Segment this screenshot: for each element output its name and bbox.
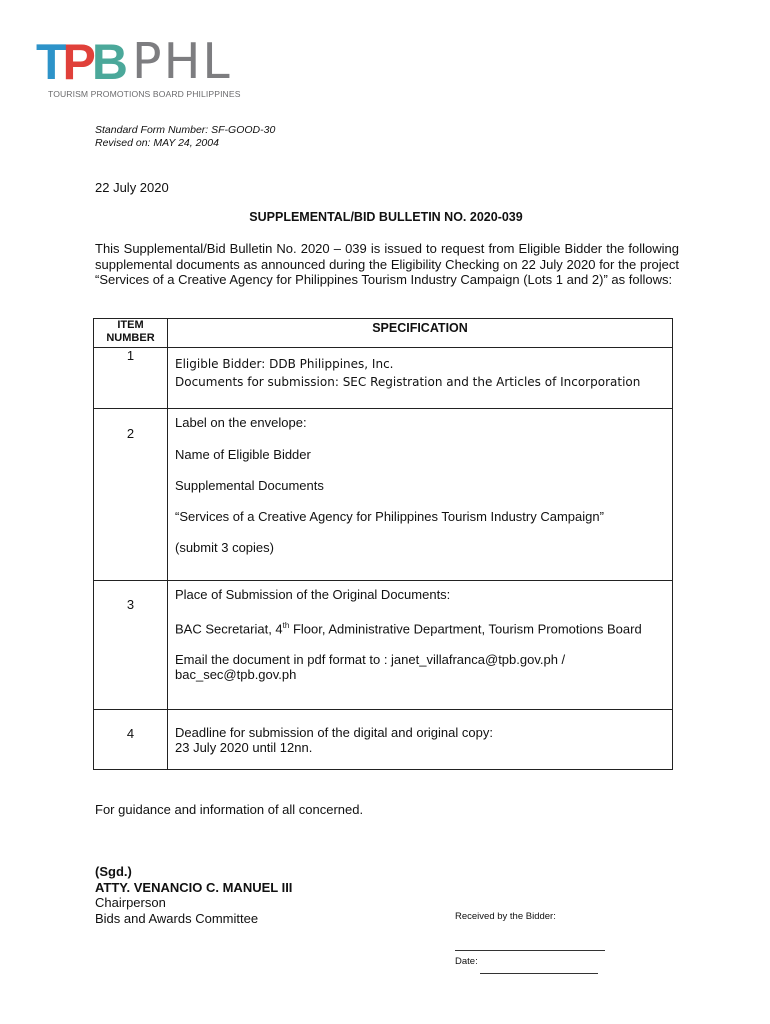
tpb-logo [36,33,266,108]
item-number: 3 [94,581,168,710]
spec-line: 23 July 2020 until 12nn. [175,740,313,755]
spec-line: Email the document in pdf format to : janet_villafranca@tpb.gov.ph / bac_sec@tpb.gov.ph [175,652,566,683]
received-signature-line [455,928,605,951]
specification-table [93,318,673,770]
logo-letters [36,33,232,90]
header-item-number [94,319,168,348]
received-date-row [455,951,605,974]
logo-letter-p: P [62,34,92,90]
item-number: 2 [94,409,168,581]
table-row [94,348,673,409]
spec-line: Supplemental Documents [175,478,324,493]
spec-text: BAC Secretariat, 4 [175,621,283,637]
header-number-label: NUMBER [106,332,155,344]
date-label: Date: [455,956,478,967]
specification-cell [168,348,673,409]
standard-form-number: Standard Form Number: SF-GOOD-30 [95,124,276,136]
table-row [94,409,673,581]
intro-paragraph: This Supplemental/Bid Bulletin No. 2020 – 039 is issued to request from Eligible Bidder the following supplemental documents as announced during the Eligibility Checking on 22 July 2020 for the project “Services of a Creative Agency for Philippines Tourism Industry Campaign (Lots 1 and 2)” as follows: [95,241,679,287]
specification-cell [168,710,673,770]
spec-line: (submit 3 copies) [175,540,274,555]
header-specification: SPECIFICATION [168,319,673,348]
logo-wordmark: PHL [132,33,232,90]
spec-line: Place of Submission of the Original Documents: [175,587,451,602]
signature-block [95,864,292,926]
spec-line: Documents for submission: SEC Registration and the Articles of Incorporation [175,375,641,389]
item-number: 4 [94,710,168,770]
guidance-text: For guidance and information of all concerned. [95,802,364,817]
header-item-label: ITEM [117,319,144,331]
table-header-row [94,319,673,348]
spec-line: Name of Eligible Bidder [175,447,311,462]
signatory-position: Chairperson [95,895,166,910]
superscript: th [282,621,290,630]
bulletin-title: SUPPLEMENTAL/BID BULLETIN NO. 2020-039 [249,210,523,224]
revised-on: Revised on: MAY 24, 2004 [95,137,219,149]
signatory-committee: Bids and Awards Committee [95,910,259,926]
spec-line: Deadline for submission of the digital and original copy: [175,725,493,740]
spec-line: Label on the envelope: [175,415,307,430]
received-block [455,906,605,974]
item-number: 1 [94,348,168,409]
spec-line: “Services of a Creative Agency for Philippines Tourism Industry Campaign” [175,509,604,524]
document-date: 22 July 2020 [95,180,169,195]
table-row [94,710,673,770]
spec-line: Eligible Bidder: DDB Philippines, Inc. [175,357,394,371]
signed-mark: (Sgd.) [95,864,132,879]
spec-text: Floor, Administrative Department, Tourism Promotions Board [289,621,642,637]
received-label: Received by the Bidder: [455,911,556,922]
table-row [94,581,673,710]
logo-letter-b: B [91,34,129,90]
specification-cell [168,581,673,710]
logo-tagline: TOURISM PROMOTIONS BOARD PHILIPPINES [48,89,241,99]
signatory-name: ATTY. VENANCIO C. MANUEL III [95,879,293,895]
specification-cell [168,409,673,581]
spec-line [175,618,665,636]
form-meta [95,124,275,150]
logo-letter-t: T [36,34,63,90]
date-line [480,951,598,974]
